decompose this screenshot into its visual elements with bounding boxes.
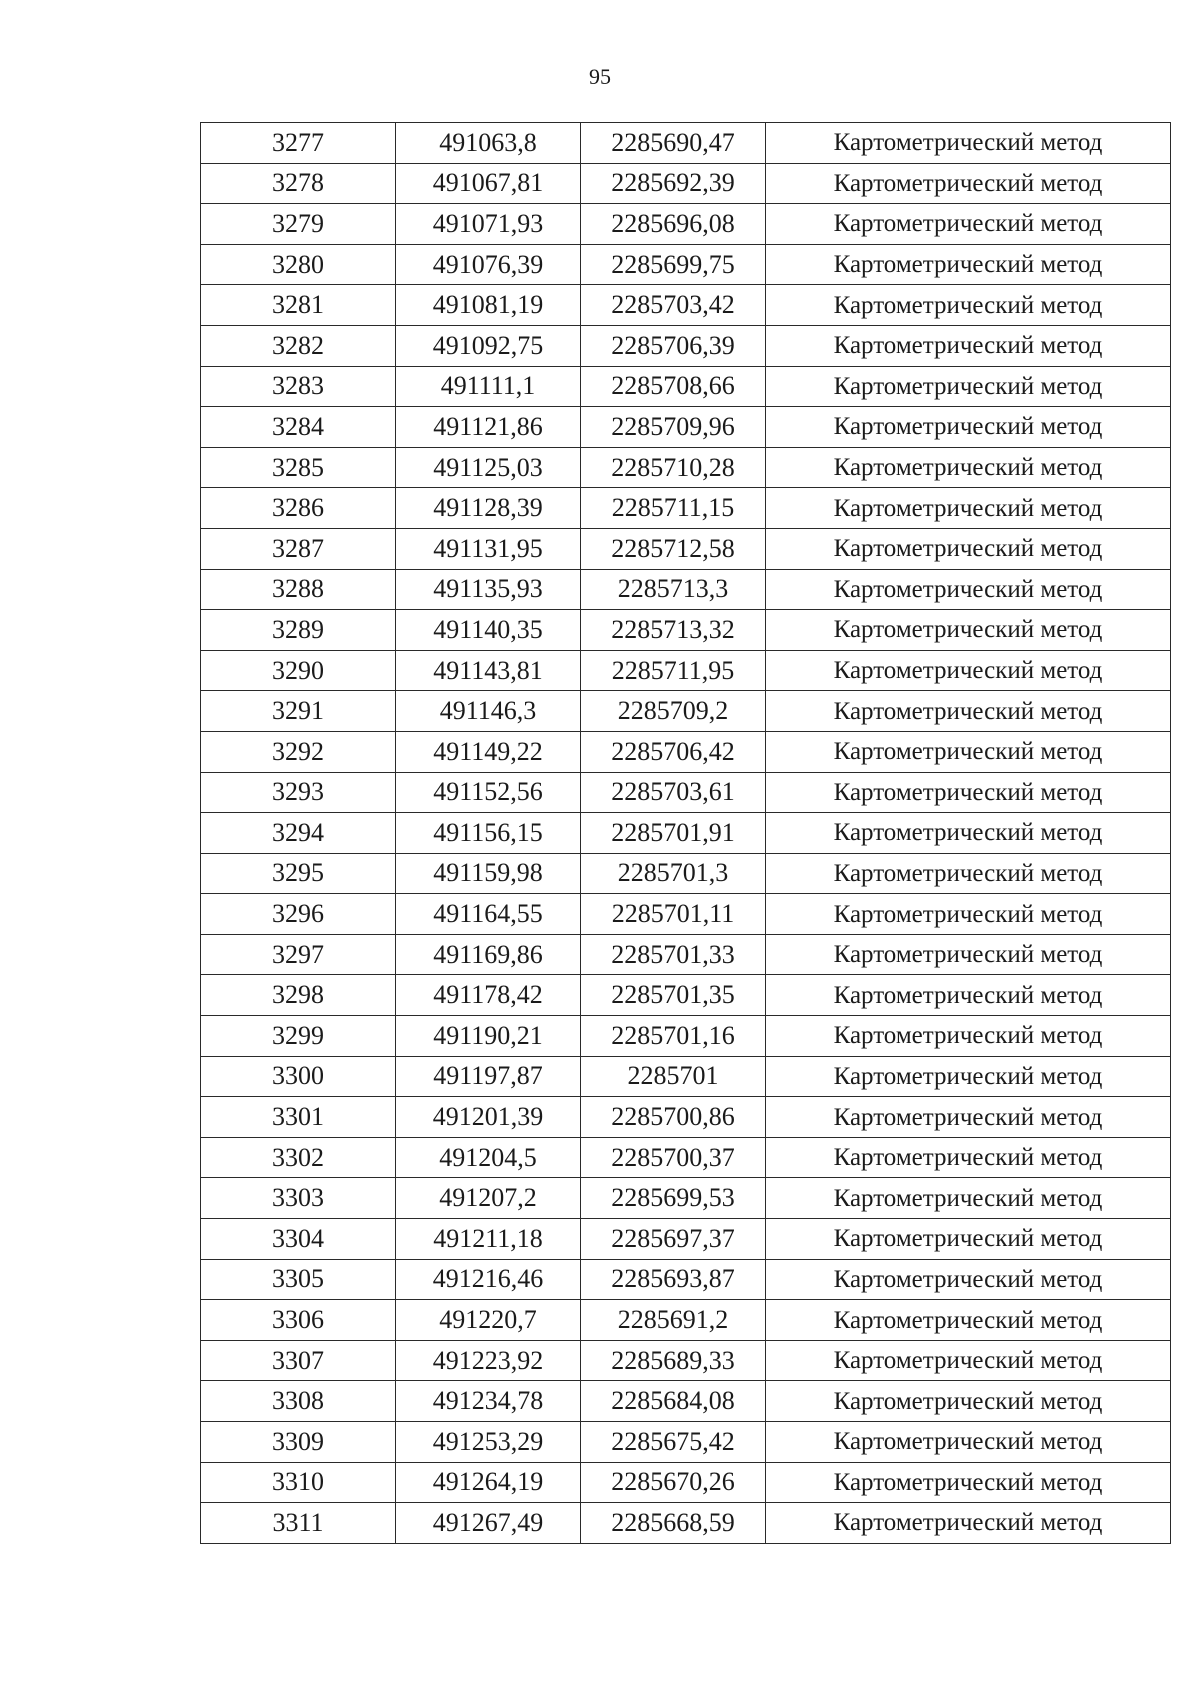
table-row [201,123,1171,164]
table-row [201,1097,1171,1138]
table-row [201,1462,1171,1503]
y-coordinate-cell: 2285684,08 [581,1381,766,1422]
x-coordinate-cell: 491111,1 [396,366,581,407]
point-number-cell: 3287 [201,528,396,569]
method-cell: Картометрический метод [766,813,1171,854]
point-number-cell: 3292 [201,731,396,772]
method-cell: Картометрический метод [766,1219,1171,1260]
table-row [201,610,1171,651]
table-row [201,1178,1171,1219]
point-number-cell: 3291 [201,691,396,732]
method-cell: Картометрический метод [766,123,1171,164]
table-row [201,1381,1171,1422]
point-number-cell: 3286 [201,488,396,529]
y-coordinate-cell: 2285711,15 [581,488,766,529]
y-coordinate-cell: 2285675,42 [581,1422,766,1463]
table-row [201,1503,1171,1544]
y-coordinate-cell: 2285711,95 [581,650,766,691]
point-number-cell: 3310 [201,1462,396,1503]
table-row [201,1422,1171,1463]
table-row [201,366,1171,407]
point-number-cell: 3304 [201,1219,396,1260]
table-row [201,528,1171,569]
method-cell: Картометрический метод [766,528,1171,569]
table-row [201,934,1171,975]
y-coordinate-cell: 2285690,47 [581,123,766,164]
x-coordinate-cell: 491092,75 [396,325,581,366]
y-coordinate-cell: 2285689,33 [581,1340,766,1381]
x-coordinate-cell: 491146,3 [396,691,581,732]
x-coordinate-cell: 491131,95 [396,528,581,569]
x-coordinate-cell: 491121,86 [396,407,581,448]
x-coordinate-cell: 491152,56 [396,772,581,813]
table-body [201,123,1171,1544]
y-coordinate-cell: 2285709,2 [581,691,766,732]
y-coordinate-cell: 2285701,91 [581,813,766,854]
point-number-cell: 3281 [201,285,396,326]
x-coordinate-cell: 491164,55 [396,894,581,935]
table-row [201,1137,1171,1178]
page-number: 95 [589,64,611,89]
method-cell: Картометрический метод [766,407,1171,448]
x-coordinate-cell: 491220,7 [396,1300,581,1341]
point-number-cell: 3282 [201,325,396,366]
method-cell: Картометрический метод [766,1381,1171,1422]
point-number-cell: 3293 [201,772,396,813]
table-row [201,244,1171,285]
y-coordinate-cell: 2285691,2 [581,1300,766,1341]
x-coordinate-cell: 491076,39 [396,244,581,285]
point-number-cell: 3309 [201,1422,396,1463]
x-coordinate-cell: 491143,81 [396,650,581,691]
y-coordinate-cell: 2285708,66 [581,366,766,407]
x-coordinate-cell: 491253,29 [396,1422,581,1463]
method-cell: Картометрический метод [766,975,1171,1016]
x-coordinate-cell: 491063,8 [396,123,581,164]
point-number-cell: 3299 [201,1016,396,1057]
method-cell: Картометрический метод [766,1503,1171,1544]
table-row [201,650,1171,691]
x-coordinate-cell: 491267,49 [396,1503,581,1544]
x-coordinate-cell: 491128,39 [396,488,581,529]
point-number-cell: 3290 [201,650,396,691]
table-row [201,447,1171,488]
table-row [201,1016,1171,1057]
x-coordinate-cell: 491204,5 [396,1137,581,1178]
method-cell: Картометрический метод [766,569,1171,610]
y-coordinate-cell: 2285701,11 [581,894,766,935]
y-coordinate-cell: 2285696,08 [581,204,766,245]
y-coordinate-cell: 2285706,39 [581,325,766,366]
y-coordinate-cell: 2285713,3 [581,569,766,610]
point-number-cell: 3302 [201,1137,396,1178]
method-cell: Картометрический метод [766,325,1171,366]
method-cell: Картометрический метод [766,1016,1171,1057]
point-number-cell: 3278 [201,163,396,204]
table-row [201,488,1171,529]
x-coordinate-cell: 491178,42 [396,975,581,1016]
table-row [201,569,1171,610]
point-number-cell: 3277 [201,123,396,164]
method-cell: Картометрический метод [766,1097,1171,1138]
table-row [201,691,1171,732]
y-coordinate-cell: 2285693,87 [581,1259,766,1300]
method-cell: Картометрический метод [766,204,1171,245]
method-cell: Картометрический метод [766,366,1171,407]
x-coordinate-cell: 491216,46 [396,1259,581,1300]
x-coordinate-cell: 491135,93 [396,569,581,610]
y-coordinate-cell: 2285706,42 [581,731,766,772]
x-coordinate-cell: 491169,86 [396,934,581,975]
y-coordinate-cell: 2285699,53 [581,1178,766,1219]
method-cell: Картометрический метод [766,691,1171,732]
method-cell: Картометрический метод [766,731,1171,772]
method-cell: Картометрический метод [766,488,1171,529]
table-row [201,285,1171,326]
point-number-cell: 3288 [201,569,396,610]
table-row [201,731,1171,772]
table-row [201,1219,1171,1260]
x-coordinate-cell: 491140,35 [396,610,581,651]
table-row [201,204,1171,245]
y-coordinate-cell: 2285710,28 [581,447,766,488]
point-number-cell: 3311 [201,1503,396,1544]
y-coordinate-cell: 2285703,42 [581,285,766,326]
point-number-cell: 3280 [201,244,396,285]
x-coordinate-cell: 491190,21 [396,1016,581,1057]
point-number-cell: 3295 [201,853,396,894]
y-coordinate-cell: 2285701,35 [581,975,766,1016]
point-number-cell: 3283 [201,366,396,407]
y-coordinate-cell: 2285697,37 [581,1219,766,1260]
point-number-cell: 3305 [201,1259,396,1300]
method-cell: Картометрический метод [766,894,1171,935]
x-coordinate-cell: 491156,15 [396,813,581,854]
y-coordinate-cell: 2285670,26 [581,1462,766,1503]
method-cell: Картометрический метод [766,244,1171,285]
table-row [201,975,1171,1016]
point-number-cell: 3306 [201,1300,396,1341]
table-row [201,1300,1171,1341]
y-coordinate-cell: 2285700,37 [581,1137,766,1178]
method-cell: Картометрический метод [766,650,1171,691]
method-cell: Картометрический метод [766,1340,1171,1381]
x-coordinate-cell: 491264,19 [396,1462,581,1503]
x-coordinate-cell: 491071,93 [396,204,581,245]
x-coordinate-cell: 491201,39 [396,1097,581,1138]
method-cell: Картометрический метод [766,285,1171,326]
y-coordinate-cell: 2285692,39 [581,163,766,204]
method-cell: Картометрический метод [766,1462,1171,1503]
point-number-cell: 3297 [201,934,396,975]
point-number-cell: 3296 [201,894,396,935]
table-row [201,407,1171,448]
y-coordinate-cell: 2285712,58 [581,528,766,569]
coordinates-table [200,122,1171,1544]
x-coordinate-cell: 491207,2 [396,1178,581,1219]
point-number-cell: 3285 [201,447,396,488]
point-number-cell: 3289 [201,610,396,651]
x-coordinate-cell: 491081,19 [396,285,581,326]
point-number-cell: 3308 [201,1381,396,1422]
point-number-cell: 3279 [201,204,396,245]
point-number-cell: 3298 [201,975,396,1016]
method-cell: Картометрический метод [766,772,1171,813]
table-row [201,1340,1171,1381]
method-cell: Картометрический метод [766,853,1171,894]
y-coordinate-cell: 2285701 [581,1056,766,1097]
y-coordinate-cell: 2285701,3 [581,853,766,894]
table-row [201,163,1171,204]
point-number-cell: 3284 [201,407,396,448]
x-coordinate-cell: 491159,98 [396,853,581,894]
method-cell: Картометрический метод [766,1422,1171,1463]
x-coordinate-cell: 491197,87 [396,1056,581,1097]
table-row [201,1056,1171,1097]
table-row [201,772,1171,813]
point-number-cell: 3294 [201,813,396,854]
x-coordinate-cell: 491149,22 [396,731,581,772]
method-cell: Картометрический метод [766,1178,1171,1219]
y-coordinate-cell: 2285701,33 [581,934,766,975]
table-row [201,325,1171,366]
y-coordinate-cell: 2285703,61 [581,772,766,813]
table-row [201,1259,1171,1300]
method-cell: Картометрический метод [766,447,1171,488]
method-cell: Картометрический метод [766,1300,1171,1341]
x-coordinate-cell: 491067,81 [396,163,581,204]
method-cell: Картометрический метод [766,610,1171,651]
table-row [201,813,1171,854]
method-cell: Картометрический метод [766,163,1171,204]
table-row [201,853,1171,894]
x-coordinate-cell: 491223,92 [396,1340,581,1381]
point-number-cell: 3307 [201,1340,396,1381]
y-coordinate-cell: 2285699,75 [581,244,766,285]
method-cell: Картометрический метод [766,1056,1171,1097]
y-coordinate-cell: 2285713,32 [581,610,766,651]
x-coordinate-cell: 491211,18 [396,1219,581,1260]
y-coordinate-cell: 2285668,59 [581,1503,766,1544]
point-number-cell: 3303 [201,1178,396,1219]
y-coordinate-cell: 2285709,96 [581,407,766,448]
x-coordinate-cell: 491234,78 [396,1381,581,1422]
method-cell: Картометрический метод [766,934,1171,975]
method-cell: Картометрический метод [766,1137,1171,1178]
y-coordinate-cell: 2285700,86 [581,1097,766,1138]
method-cell: Картометрический метод [766,1259,1171,1300]
x-coordinate-cell: 491125,03 [396,447,581,488]
point-number-cell: 3301 [201,1097,396,1138]
table-row [201,894,1171,935]
point-number-cell: 3300 [201,1056,396,1097]
y-coordinate-cell: 2285701,16 [581,1016,766,1057]
